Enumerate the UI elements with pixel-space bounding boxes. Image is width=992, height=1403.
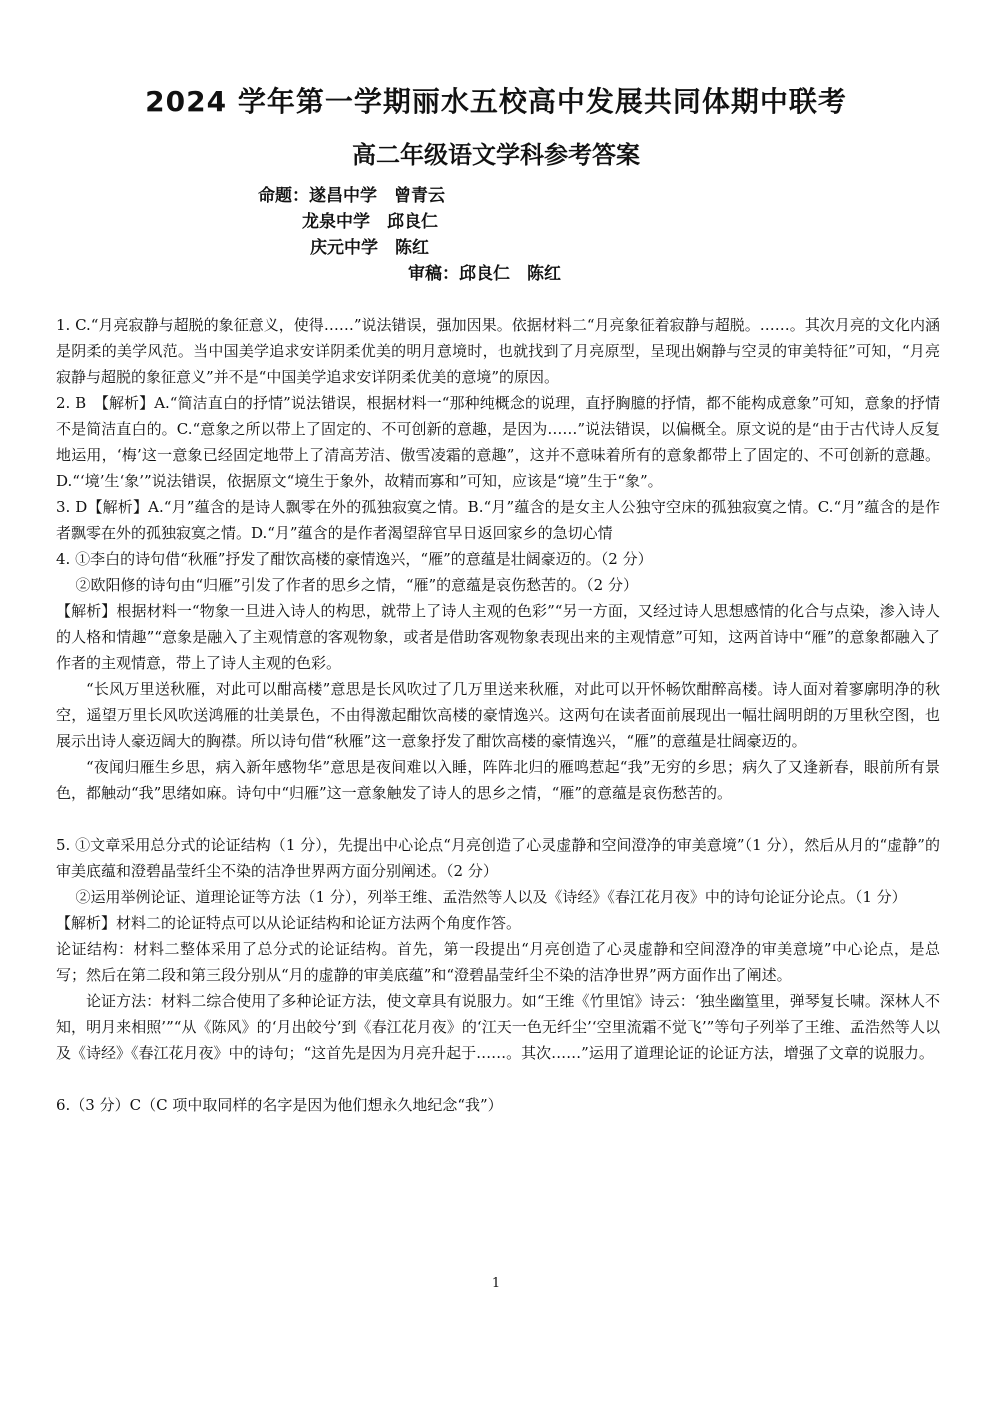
page-title: 2024 学年第一学期丽水五校高中发展共同体期中联考 <box>145 85 847 118</box>
answer-body <box>56 312 940 1118</box>
answer-q4-point1: 4. ①李白的诗句借“秋雁”抒发了酣饮高楼的豪情逸兴，“雁”的意蕴是壮阔豪迈的。（2 分） <box>56 550 653 568</box>
answer-q2: 2. B 【解析】A.“简洁直白的抒情”说法错误，根据材料一“那种纯概念的说理，直抒胸臆的抒情，都不能构成意象”可知，意象的抒情不是简洁直白的。C.“意象之所以带上了固定的、不可创新的意趣，是因为……”说法错误，以偏概全。原文说的是“由于古代诗人反复地运用，‘梅’这一意象已经固定地带上了清高芳洁、傲雪凌霜的意趣”，这并不意味着所有的意象都带上了固定的、不可创新的意趣。D.“‘境’生‘象’”说法错误，依据原文“境生于象外，故精而寡和”可知，应该是“境”生于“象”。 <box>56 394 940 490</box>
answer-q4-point2: ②欧阳修的诗句由“归雁”引发了作者的思乡之情，“雁”的意蕴是哀伤愁苦的。（2 分） <box>75 576 638 594</box>
credit-line: 龙泉中学 邱良仁 <box>302 212 438 232</box>
paragraph-gap <box>56 1066 940 1092</box>
answer-q1: 1. C.“月亮寂静与超脱的象征意义，使得……”说法错误，强加因果。依据材料二“月亮象征着寂静与超脱。……。其次月亮的文化内涵是阴柔的美学风范。当中国美学追求安详阴柔优美的明月意境时，也就找到了月亮原型，呈现出娴静与空灵的审美特征”可知，“月亮寂静与超脱的象征意义”并不是“中国美学追求安详阴柔优美的意境”的原因。 <box>56 316 940 386</box>
answer-q4-paragraph: “夜闻归雁生乡思，病入新年感物华”意思是夜间难以入睡，阵阵北归的雁鸣惹起“我”无穷的乡思；病久了又逢新春，眼前所有景色，都触动“我”思绪如麻。诗句中“归雁”这一意象触发了诗人的思乡之情，“雁”的意蕴是哀伤愁苦的。 <box>56 758 940 802</box>
page-subtitle: 高二年级语文学科参考答案 <box>352 141 640 169</box>
answer-q5-method: 论证方法：材料二综合使用了多种论证方法，使文章具有说服力。如“王维《竹里馆》诗云：‘独坐幽篁里，弹琴复长啸。深林人不知，明月来相照’”“从《陈风》的‘月出皎兮’到《春江花月夜》的‘江天一色无纤尘’‘空里流霜不觉飞’”等句子列举了王维、孟浩然等人以及《诗经》《春江花月夜》中的诗句；“这首先是因为月亮升起于……。其次……”运用了道理论证的论证方法，增强了文章的说服力。 <box>56 992 940 1062</box>
credit-line: 审稿：邱良仁 陈红 <box>408 264 561 284</box>
credit-line: 庆元中学 陈红 <box>310 238 429 258</box>
credit-line: 命题：遂昌中学 曾青云 <box>258 186 445 206</box>
page-number: 1 <box>491 1276 501 1291</box>
paragraph-gap <box>56 806 940 832</box>
answer-q5-point2: ②运用举例论证、道理论证等方法（1 分），列举王维、孟浩然等人以及《诗经》《春江花月夜》中的诗句论证分论点。（1 分） <box>75 888 907 906</box>
answer-q4-analysis: 【解析】根据材料一“物象一旦进入诗人的构思，就带上了诗人主观的色彩”“另一方面，又经过诗人思想感情的化合与点染，渗入诗人的人格和情趣”“意象是融入了主观情意的客观物象，或者是借助客观物象表现出来的主观情意”可知，这两首诗中“雁”的意象都融入了作者的主观情意，带上了诗人主观的色彩。 <box>56 602 940 672</box>
answer-q3: 3. D【解析】A.“月”蕴含的是诗人飘零在外的孤独寂寞之情。B.“月”蕴含的是女主人公独守空床的孤独寂寞之情。C.“月”蕴含的是作者飘零在外的孤独寂寞之情。D.“月”蕴含的是作者渴望辞官早日返回家乡的急切心情 <box>56 498 940 542</box>
answer-q5-analysis: 【解析】材料二的论证特点可以从论证结构和论证方法两个角度作答。 <box>56 914 522 932</box>
answer-q6: 6.（3 分）C（C 项中取同样的名字是因为他们想永久地纪念“我”） <box>56 1096 503 1114</box>
answer-q5-point1: 5. ①文章采用总分式的论证结构（1 分），先提出中心论点“月亮创造了心灵虚静和空间澄净的审美意境”（1 分），然后从月的“虚静”的审美底蕴和澄碧晶莹纤尘不染的洁净世界两方面分别阐述。（2 分） <box>56 836 940 880</box>
answer-q5-structure: 论证结构：材料二整体采用了总分式的论证结构。首先，第一段提出“月亮创造了心灵虚静和空间澄净的审美意境”中心论点，是总写；然后在第二段和第三段分别从“月的虚静的审美底蕴”和“澄碧晶莹纤尘不染的洁净世界”两方面作出了阐述。 <box>56 940 940 984</box>
answer-q4-paragraph: “长风万里送秋雁，对此可以酣高楼”意思是长风吹过了几万里送来秋雁，对此可以开怀畅饮酣醉高楼。诗人面对着寥廓明净的秋空，遥望万里长风吹送鸿雁的壮美景色，不由得激起酣饮高楼的豪情逸兴。这两句在读者面前展现出一幅壮阔明朗的万里秋空图，也展示出诗人豪迈阔大的胸襟。所以诗句借“秋雁”这一意象抒发了酣饮高楼的豪情逸兴，“雁”的意蕴是壮阔豪迈的。 <box>56 680 940 750</box>
